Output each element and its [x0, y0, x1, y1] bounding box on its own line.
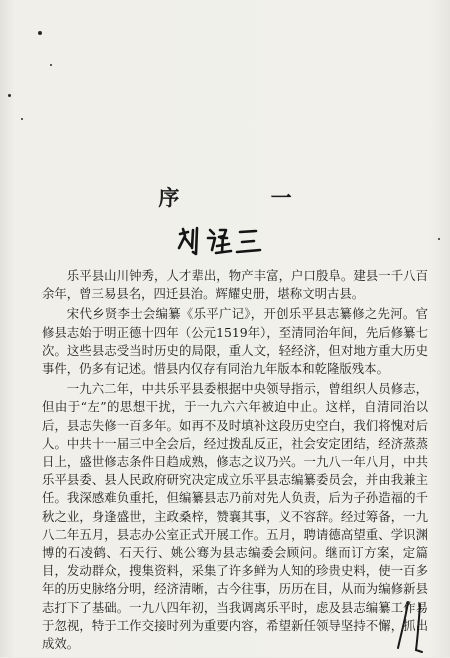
paragraph-3: 一九六二年，中共乐平县委根据中央领导指示，曾组织人员修志，但由于“左”的思想干扰，于一九六六年被迫中止。这样，自清同治以后，县志失修一百多年。如再不及时填补这段历史空白，我们将愧对后人。中共十一届三中全会后，经过拨乱反正，社会安定团结，经济蒸蒸日上，盛世修志条件日趋成熟，修志之议乃兴。一九八一年八月，中共乐平县委、县人民政府研究决定成立乐平县志编纂委员会，并由我兼主任。我深感难负重托，但编纂县志乃前对先人负责，后为子孙造福的千秋之业，身逢盛世，主政桑梓，赞襄其事，义不容辞。经过筹备，一九八二年五月，县志办公室正式开展工作。五月，聘请德高望重、学识渊博的石凌鹤、石天行、姚公骞为县志编委会顾问。继而订方案，定篇目，发动群众，搜集资料，采集了许多鲜为人知的珍贵史料，使一百多年的历史脉络分明，经济清晰，古今往事，历历在目，从而为编修新县志打下了基础。一九八四年初，当我调离乐平时，虑及县志编纂工作易于忽视，特于工作交接时列为重要内容，希望新任领导坚持不懈，抓出成效。	[42, 381, 428, 652]
paragraph-2: 宋代乡贤李士会编纂《乐平广记》，开创乐平县志纂修之先河。官修县志始于明正德十四年（公元1519年），至清同治年间，先后修纂七次。这些县志受当时历史的局限，重人文，轻经济，但对地方重大历史事件，仍多有记述。惜县内仅存有同治九年版本和乾隆版残本。	[42, 306, 428, 377]
margin-stroke-image	[392, 598, 438, 654]
author-signature	[174, 224, 274, 260]
scan-speck	[21, 118, 23, 120]
handwritten-signature-image	[174, 224, 274, 260]
preface-body	[42, 267, 428, 653]
scan-speck	[438, 238, 440, 240]
scan-speck	[38, 31, 42, 35]
page-title: 序 一	[158, 185, 334, 210]
paragraph-1: 乐平县山川钟秀，人才辈出，物产丰富，户口殷阜。建县一千八百余年，曾三易县名，四迁县治。辉耀史册，堪称文明古县。	[42, 268, 428, 302]
handwritten-margin-mark	[392, 598, 438, 654]
scan-speck	[50, 64, 52, 66]
scan-speck	[8, 94, 11, 97]
